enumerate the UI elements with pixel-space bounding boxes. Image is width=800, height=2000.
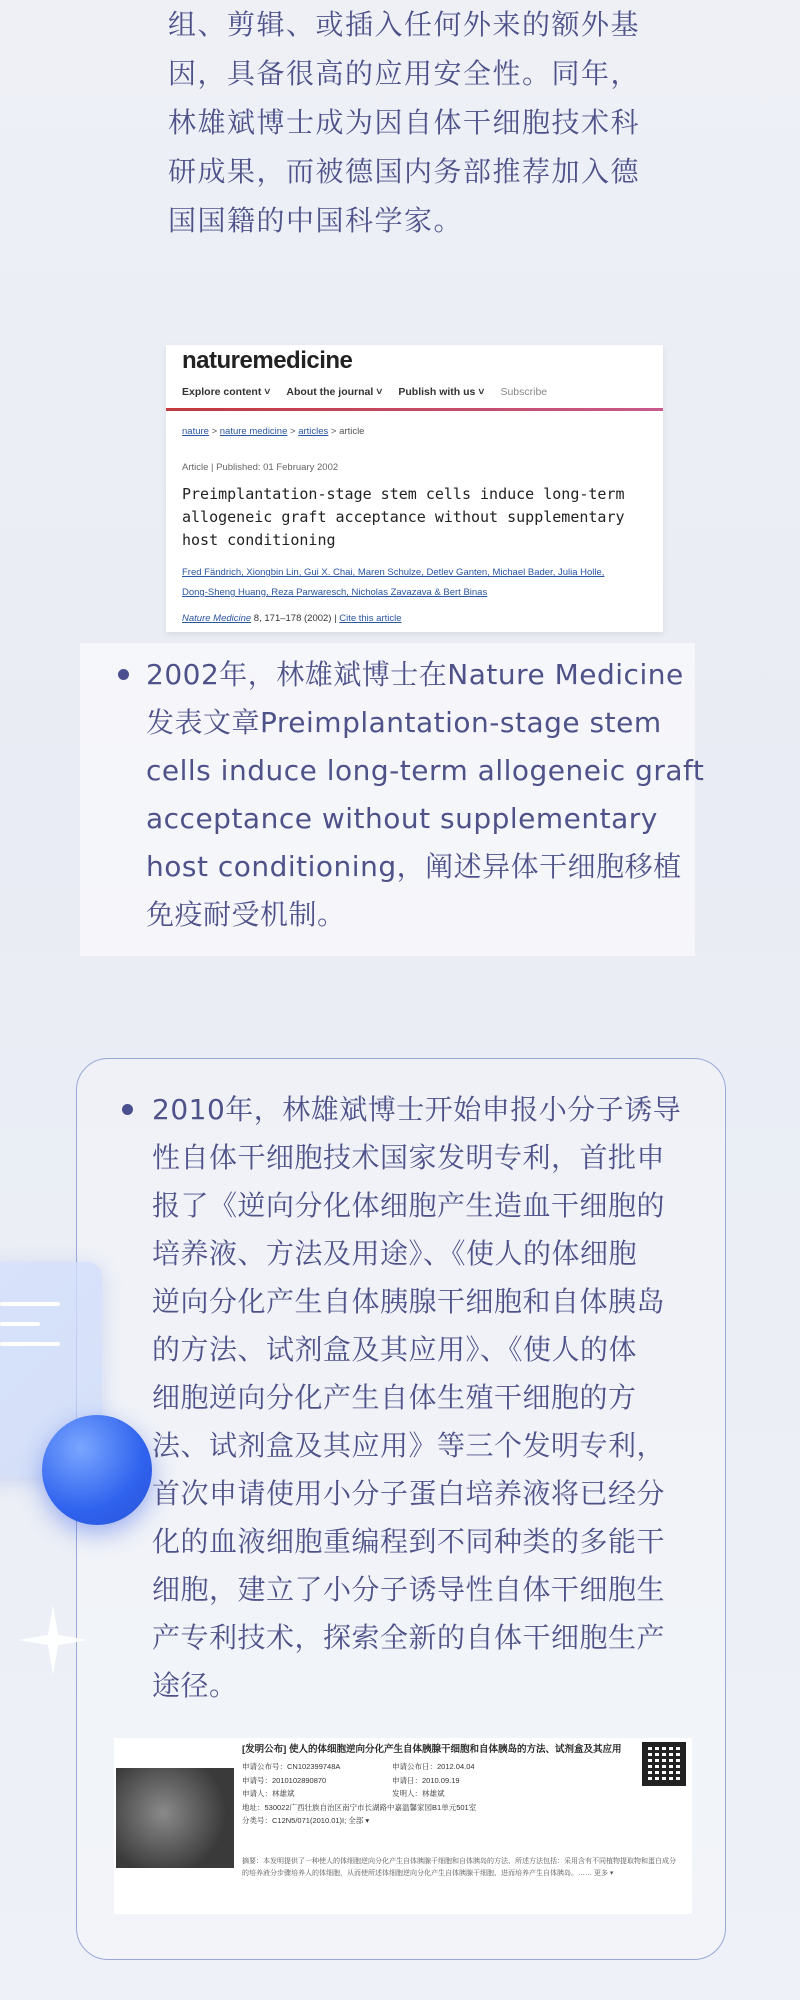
bullet-2002-line: acceptance without supplementary [146,802,658,835]
bullet-2010-line: 细胞逆向分化产生自体生殖干细胞的方 [152,1381,637,1414]
qr-code-icon [642,1742,686,1786]
patent-applicant: 申请人：林雄斌 [242,1789,295,1798]
cite-journal: Nature Medicine [182,613,252,624]
patent-screenshot [114,1738,692,1914]
bullet-2010-line: 途径。 [152,1669,238,1702]
nav-subscribe: Subscribe [500,386,548,398]
nav-publish: Publish with us ˅ [398,386,485,398]
nav-about: About the journal ˅ [286,386,383,398]
article-meta: Article | Published: 01 February 2002 [182,462,339,473]
article-title [182,483,652,552]
patent-pub-date: 申请公布日：2012.04.04 [392,1762,475,1771]
bullet-2010-line: 逆向分化产生自体胰腺干细胞和自体胰岛 [152,1285,666,1318]
crumb-articles: articles [298,426,329,437]
authors-line: Dong-Sheng Huang, Reza Parwaresch, Nicholas Zavazava & Bert Binas [182,587,488,598]
bullet-2010-line: 报了《逆向分化体细胞产生造血干细胞的 [152,1189,666,1222]
nav-explore: Explore content ˅ [182,386,271,398]
intro-line: 因，具备很高的应用安全性。同年， [168,57,641,90]
intro-paragraph [168,0,668,245]
deco-line [0,1342,60,1346]
bullet-2010-line: 首次申请使用小分子蛋白培养液将已经分 [152,1477,666,1510]
patent-app-date: 申请日：2010.09.19 [392,1775,460,1785]
article-title-line: host conditioning [182,531,336,549]
bullet-dot-icon [122,1104,133,1115]
bullet-2010-line: 化的血液细胞重编程到不同种类的多能干 [152,1525,666,1558]
intro-line: 组、剪辑、或插入任何外来的额外基 [168,8,641,41]
journal-logo: naturemedicine [182,347,353,374]
journal-accent-bar [166,408,663,411]
crumb-article: article [339,426,365,437]
patent-thumbnail [116,1768,234,1868]
bullet-2010 [152,1086,712,1710]
intro-line: 国国籍的中国科学家。 [168,204,464,237]
article-title-line: Preimplantation-stage stem cells induce long-term [182,485,625,503]
patent-pub-no: 申请公布号：CN102399748A [242,1762,341,1771]
sparkle-icon [18,1605,88,1675]
deco-line [0,1302,60,1306]
bullet-2010-line: 法、试剂盒及其应用》等三个发明专利， [152,1429,666,1462]
patent-app-no: 申请号：2010102890870 [242,1775,327,1785]
patent-address: 地址：530022广西壮族自治区南宁市长湖路中嘉温馨家园B1单元501室 [242,1802,477,1812]
bullet-2002-line: 免疫耐受机制。 [146,898,346,931]
patent-inventor: 发明人：林雄斌 [392,1789,445,1798]
crumb-nature: nature [182,426,209,437]
bullet-2002-line: cells induce long-term allogeneic graft [146,754,705,787]
blue-sphere-decoration [42,1415,152,1525]
bullet-2010-line: 培养液、方法及用途》、《使人的体细胞 [152,1237,638,1270]
bullet-2010-line: 产专利技术，探索全新的自体干细胞生产 [152,1621,666,1654]
patent-title: [发明公布] 使人的体细胞逆向分化产生自体胰腺干细胞和自体胰岛的方法、试剂盒及其应用 [242,1744,622,1755]
intro-line: 林雄斌博士成为因自体干细胞技术科 [168,106,641,139]
breadcrumb: nature > nature medicine > articles > article [182,426,365,437]
bullet-2010-line: 细胞，建立了小分子诱导性自体干细胞生 [152,1573,666,1606]
intro-line: 研成果，而被德国内务部推荐加入德 [168,155,641,188]
article-authors [182,563,652,603]
article-title-line: allogeneic graft acceptance without supplementary [182,508,625,526]
bullet-2002-line: 发表文章Preimplantation-stage stem [146,706,662,739]
bullet-2002-line: host conditioning，阐述异体干细胞移植 [146,850,682,883]
article-citation [182,613,402,624]
bullet-dot-icon [118,669,129,680]
bullet-2010-line: 性自体干细胞技术国家发明专利，首批申 [152,1141,666,1174]
bullet-2002-line: 2002年，林雄斌博士在Nature Medicine [146,658,684,691]
paper-screenshot [166,345,663,632]
cite-volume: 8, 171–178 (2002) | [251,613,340,624]
crumb-journal: nature medicine [219,426,288,437]
bullet-2010-line: 2010年，林雄斌博士开始申报小分子诱导 [152,1093,682,1126]
cite-link: Cite this article [339,613,402,624]
bullet-2002 [146,651,706,939]
patent-classification: 分类号：C12N5/071(2010.01)I; 全部 ▾ [242,1816,370,1825]
bullet-2010-line: 的方法、试剂盒及其应用》、《使人的体 [152,1333,638,1366]
journal-nav [182,386,547,398]
patent-info [242,1760,542,1828]
deco-line [0,1322,40,1326]
authors-line: Fred Fändrich, Xiongbin Lin, Gui X. Chai, Maren Schulze, Detlev Ganten, Michael Bader, Julia Holle, [182,567,605,578]
patent-abstract: 摘要：本发明提供了一种使人的体细胞逆向分化产生自体胰腺干细胞和自体胰岛的方法、所述方法包括：采用含有不同植物提取物和蛋白成分的培养液分步骤培养人的体细胞，从而使所述体细胞逆向分化产生自体胰腺干细胞、进而培养产生自体胰岛。…… 更多 ▾ [242,1858,676,1877]
